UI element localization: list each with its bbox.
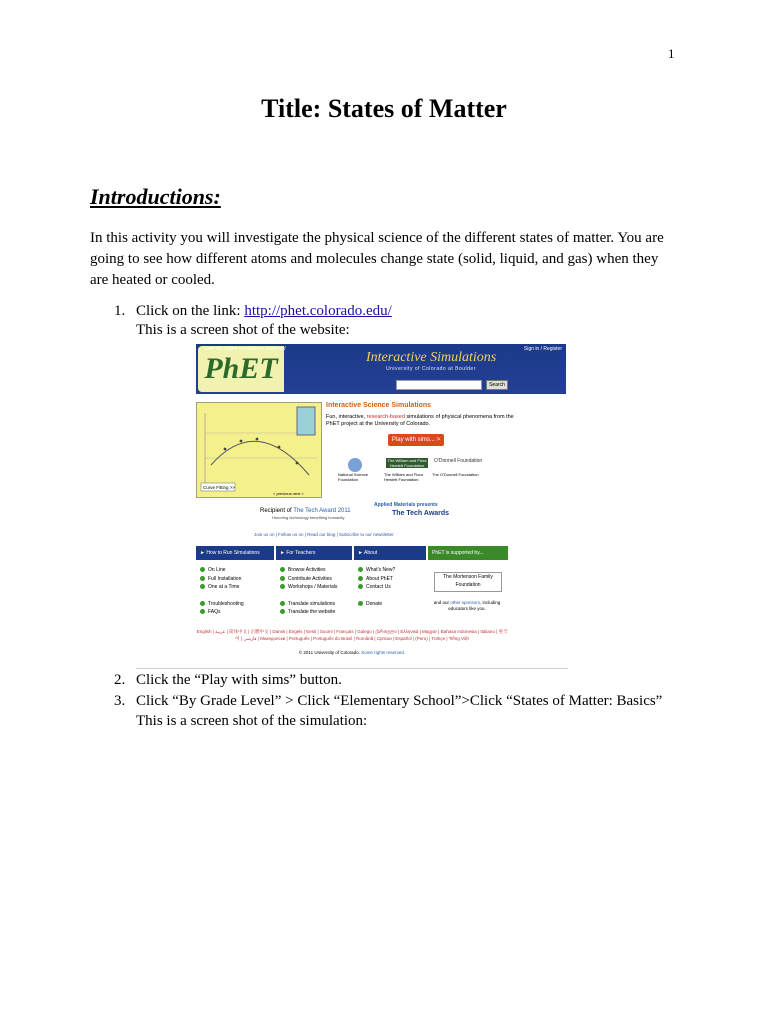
page-title: Title: States of Matter xyxy=(261,94,507,123)
bullet-icon xyxy=(358,576,363,581)
site-description: Fun, interactive, research-based simulations of physical phenomena from the PhET project at the University of Colorado. xyxy=(326,414,514,427)
section-heading: Introductions: xyxy=(90,184,221,209)
phet-logo: PhET xyxy=(198,346,284,392)
list-item[interactable]: About PhET xyxy=(358,575,395,584)
step-3-caption: This is a screen shot of the simulation: xyxy=(136,713,368,729)
teachers-list xyxy=(280,566,337,617)
list-item[interactable]: Translate simulations xyxy=(280,600,337,609)
list-item[interactable]: Troubleshooting xyxy=(200,600,244,609)
bullet-icon xyxy=(280,601,285,606)
applied-materials: Applied Materials presents xyxy=(374,502,438,508)
nav-about[interactable]: ► About xyxy=(354,546,426,560)
about-list xyxy=(358,566,395,608)
bullet-icon xyxy=(280,609,285,614)
nav-supported-by: PhET is supported by... xyxy=(428,546,508,560)
social-links[interactable]: Join us on | Follow us on | Read our blog | Subscribe to our newsletter xyxy=(254,532,394,537)
bullet-icon xyxy=(200,601,205,606)
list-item[interactable]: Contribute Activities xyxy=(280,575,337,584)
list-item[interactable]: What's New? xyxy=(358,566,395,575)
site-header xyxy=(196,344,566,394)
bullet-icon xyxy=(280,576,285,581)
step-text: Click “By Grade Level” > Click “Elementary School”>Click “States of Matter: Basics” xyxy=(136,693,663,709)
odonnell-label: O'Donnell Foundation xyxy=(434,458,483,464)
hewlett-caption: The William and Flora Hewlett Foundation xyxy=(384,472,423,482)
award-subtitle: Honoring technology benefiting humanity xyxy=(272,515,345,520)
bullet-icon xyxy=(358,567,363,572)
mortenson-sponsor: The Mortenson Family Foundation xyxy=(434,572,502,592)
list-item[interactable]: One at a Time xyxy=(200,583,244,592)
list-item[interactable]: FAQs xyxy=(200,608,244,617)
search-button[interactable]: Search xyxy=(486,380,508,390)
play-with-sims-button[interactable]: Play with sims... > xyxy=(388,434,444,446)
step-number: 2. xyxy=(114,672,126,688)
divider xyxy=(136,668,568,669)
list-item[interactable]: Donate xyxy=(358,600,395,609)
bullet-icon xyxy=(200,576,205,581)
section-title: Interactive Science Simulations xyxy=(326,402,432,409)
list-item[interactable]: Contact Us xyxy=(358,583,395,592)
intro-paragraph: In this activity you will investigate the physical science of the different states of matter. You are going to see how different atoms and molecules change state (solid, liquid, and gas) when they are heated or cooled. xyxy=(90,230,664,288)
other-sponsors: and our other sponsors, including educators like you. xyxy=(433,600,501,611)
bullet-icon xyxy=(200,609,205,614)
step-text: Click the “Play with sims” button. xyxy=(136,672,342,688)
list-item[interactable]: Workshops / Materials xyxy=(280,583,337,592)
prev-next: < previous next > xyxy=(273,491,304,496)
nav-for-teachers[interactable]: ► For Teachers xyxy=(276,546,352,560)
nsf-caption: National Science Foundation xyxy=(338,472,369,482)
bullet-icon xyxy=(280,584,285,589)
curve-chart-icon xyxy=(197,403,321,497)
bullet-icon xyxy=(358,584,363,589)
award-recipient: Recipient of The Tech Award 2011 xyxy=(260,508,351,514)
graph-label: Curve Fitting >> xyxy=(203,485,236,490)
page-number: 1 xyxy=(668,46,675,61)
step-3 xyxy=(114,691,662,712)
bullet-icon xyxy=(200,567,205,572)
step-text: Click on the link: xyxy=(136,303,245,319)
step-number: 1. xyxy=(114,303,126,319)
odonnell-caption: The O'Donnell Foundation xyxy=(432,472,479,477)
bullet-icon xyxy=(358,601,363,606)
nsf-logo-icon xyxy=(348,458,362,472)
header-title: Interactive Simulations xyxy=(366,350,497,365)
tech-awards-logo: The Tech Awards xyxy=(392,510,450,517)
phet-link[interactable]: http://phet.colorado.edu/ xyxy=(244,303,392,319)
tagline: Over 80 million simulations delivered xyxy=(204,346,286,352)
university-name: University of Colorado at Boulder xyxy=(386,366,476,372)
list-item[interactable]: On Line xyxy=(200,566,244,575)
bullet-icon xyxy=(200,584,205,589)
hewlett-badge: The William and Flora Hewlett Foundation xyxy=(387,458,427,468)
step-2 xyxy=(114,670,342,691)
run-sims-list xyxy=(200,566,244,617)
language-links[interactable]: English | عربية | 简体中文 | 正體中文 | Dansk | Engels | Eesti | Suomi | Français | Galego | ქართული | Ελληνικά | Magyar | Bahasa Indonesia | Italiano | 한국어 | فارسی | Македонски | Português | Português do Brasil | Română | Српски | Español | (Peru) | Türkçe | Tiếng Việt xyxy=(196,629,508,641)
step-1 xyxy=(114,301,392,322)
step-number: 3. xyxy=(114,693,126,709)
list-item[interactable]: Full Installation xyxy=(200,575,244,584)
search-input[interactable] xyxy=(396,380,482,390)
step-1-caption: This is a screen shot of the website: xyxy=(136,322,350,338)
nav-bar xyxy=(196,546,508,560)
sim-preview[interactable] xyxy=(196,402,322,498)
signin-link[interactable]: Sign in / Register xyxy=(523,346,562,352)
bullet-icon xyxy=(280,567,285,572)
list-item[interactable]: Browse Activities xyxy=(280,566,337,575)
website-screenshot xyxy=(136,342,568,666)
copyright: © 2011 University of Colorado. Some rights reserved. xyxy=(298,650,406,655)
list-item[interactable]: Translate the website xyxy=(280,608,337,617)
nav-how-to-run[interactable]: ► How to Run Simulations xyxy=(196,546,274,560)
